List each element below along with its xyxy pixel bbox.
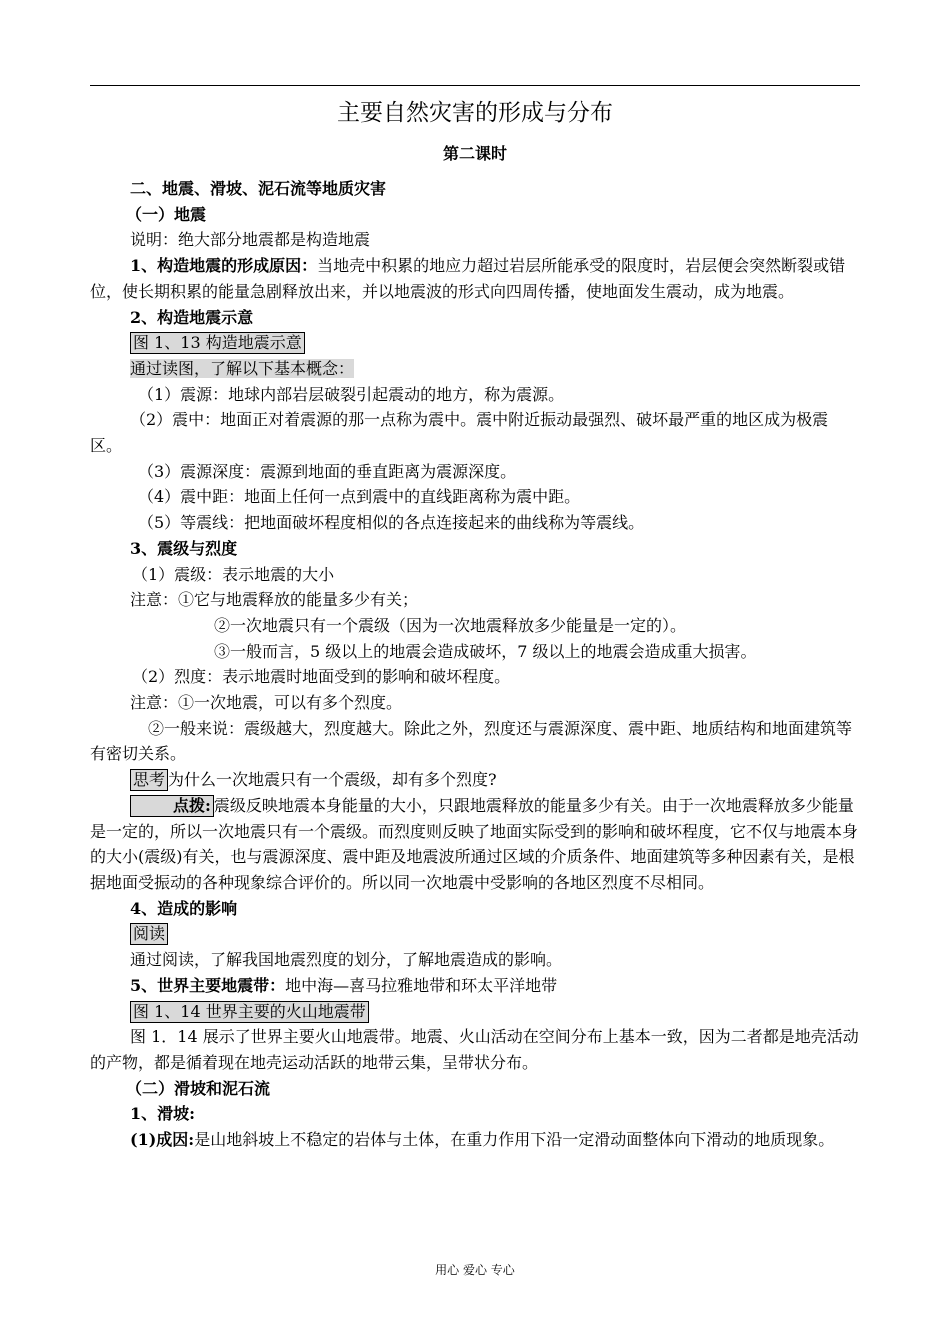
paragraph: 图 1．14 展示了世界主要火山地震带。地震、火山活动在空间分布上基本一致，因为二者都是地壳活动的产物，都是循着现在地壳运动活跃的地带云集，呈带状分布。 [90,1027,859,1072]
section-heading: 二、地震、滑坡、泥石流等地质灾害 [130,179,387,198]
inline-text: 地中海—喜马拉雅地带和环太平洋地带 [285,975,558,995]
item-heading: 1、滑坡: [130,1104,196,1124]
definition-item: （2）震中：地面正对着震源的那一点称为震中。震中附近振动最强烈、破坏最严重的地区成为极震区。 [90,410,829,456]
inline-heading: 5、世界主要地震带： [130,975,286,995]
reading-label-box: 阅读 [130,923,168,945]
figure-line [90,999,860,1025]
question-text: 为什么一次地震只有一个震级，却有多个烈度? [168,770,497,790]
paragraph: 说明：绝大部分地震都是构造地震 [130,230,371,250]
subsection-heading: （二）滑坡和泥石流 [126,1078,271,1098]
note-item: ②一般来说：震级越大，烈度越大。除此之外，烈度还与震源深度、震中距、地质结构和地面建筑等有密切关系。 [90,718,853,764]
document-body [90,176,860,1153]
figure-caption-box: 图 1、14 世界主要的火山地震带 [130,1001,369,1023]
paragraph [90,253,860,304]
reading-line [90,921,860,947]
question-line [90,767,860,793]
inline-heading: 1、构造地震的形成原因： [130,256,318,276]
note-item: 注意：①它与地震释放的能量多少有关； [130,590,419,610]
paragraph: （1）震级：表示地震的大小 [132,564,335,584]
definition-item: （3）震源深度：震源到地面的垂直距离为震源深度。 [138,461,517,481]
item-heading: 2、构造地震示意 [130,307,254,327]
paragraph: （2）烈度：表示地震时地面受到的影响和破坏程度。 [132,667,511,687]
paragraph [90,973,860,999]
header-rule [90,85,860,86]
hint-text: 震级反映地震本身能量的大小，只跟地震释放的能量多少有关。由于一次地震释放多少能量是一定的，所以一次地震只有一个震级。而烈度则反映了地面实际受到的影响和破坏程度，它不仅与地震本身的大小(震级)有关，也与震源深度、震中距及地震波所通过区域的介质条件、地面建筑等多种因素有关，是根据地面受振动的各种现象综合评价的。所以同一次地震中受影响的各地区烈度不尽相同。 [90,795,859,892]
highlighted-text: 通过读图，了解以下基本概念： [130,358,355,378]
definition-item: （1）震源：地球内部岩层破裂引起震动的地方，称为震源。 [138,384,565,404]
page-footer: 用心 爱心 专心 [435,1263,515,1277]
hint-label-box: 点拨: [130,795,214,817]
figure-caption-box: 图 1、13 构造地震示意 [130,332,305,354]
inline-text: 是山地斜坡上不稳定的岩体与土体，在重力作用下沿一定滑动面整体向下滑动的地质现象。 [194,1130,835,1150]
note-item: ③一般而言，5 级以上的地震会造成破坏，7 级以上的地震会造成重大损害。 [214,641,757,661]
paragraph: 通过阅读，了解我国地震烈度的划分，了解地震造成的影响。 [130,950,563,970]
paragraph [90,356,860,382]
think-label-box: 思考 [130,769,168,791]
item-heading: 3、震级与烈度 [130,538,238,558]
note-item: 注意：①一次地震，可以有多个烈度。 [130,693,403,713]
definition-item: （4）震中距：地面上任何一点到震中的直线距离称为震中距。 [138,487,581,507]
page-title: 主要自然灾害的形成与分布 [337,100,613,126]
inline-heading: (1)成因: [130,1130,195,1150]
hint-paragraph [90,793,860,896]
subsection-heading: （一）地震 [126,204,207,224]
definition-item: （5）等震线：把地面破坏程度相似的各点连接起来的曲线称为等震线。 [138,513,645,533]
note-item: ②一次地震只有一个震级（因为一次地震释放多少能量是一定的）。 [214,615,687,635]
item-heading: 4、造成的影响 [130,898,238,918]
figure-line [90,330,860,356]
page-subtitle: 第二课时 [442,144,507,163]
paragraph [90,1127,860,1153]
inline-text: 当地壳中积累的地应力超过岩层所能承受的限度时，岩层便会突然断裂或错位，使长期积累的能量急剧释放出来，并以地震波的形式向四周传播，使地面发生震动，成为地震。 [90,256,846,301]
